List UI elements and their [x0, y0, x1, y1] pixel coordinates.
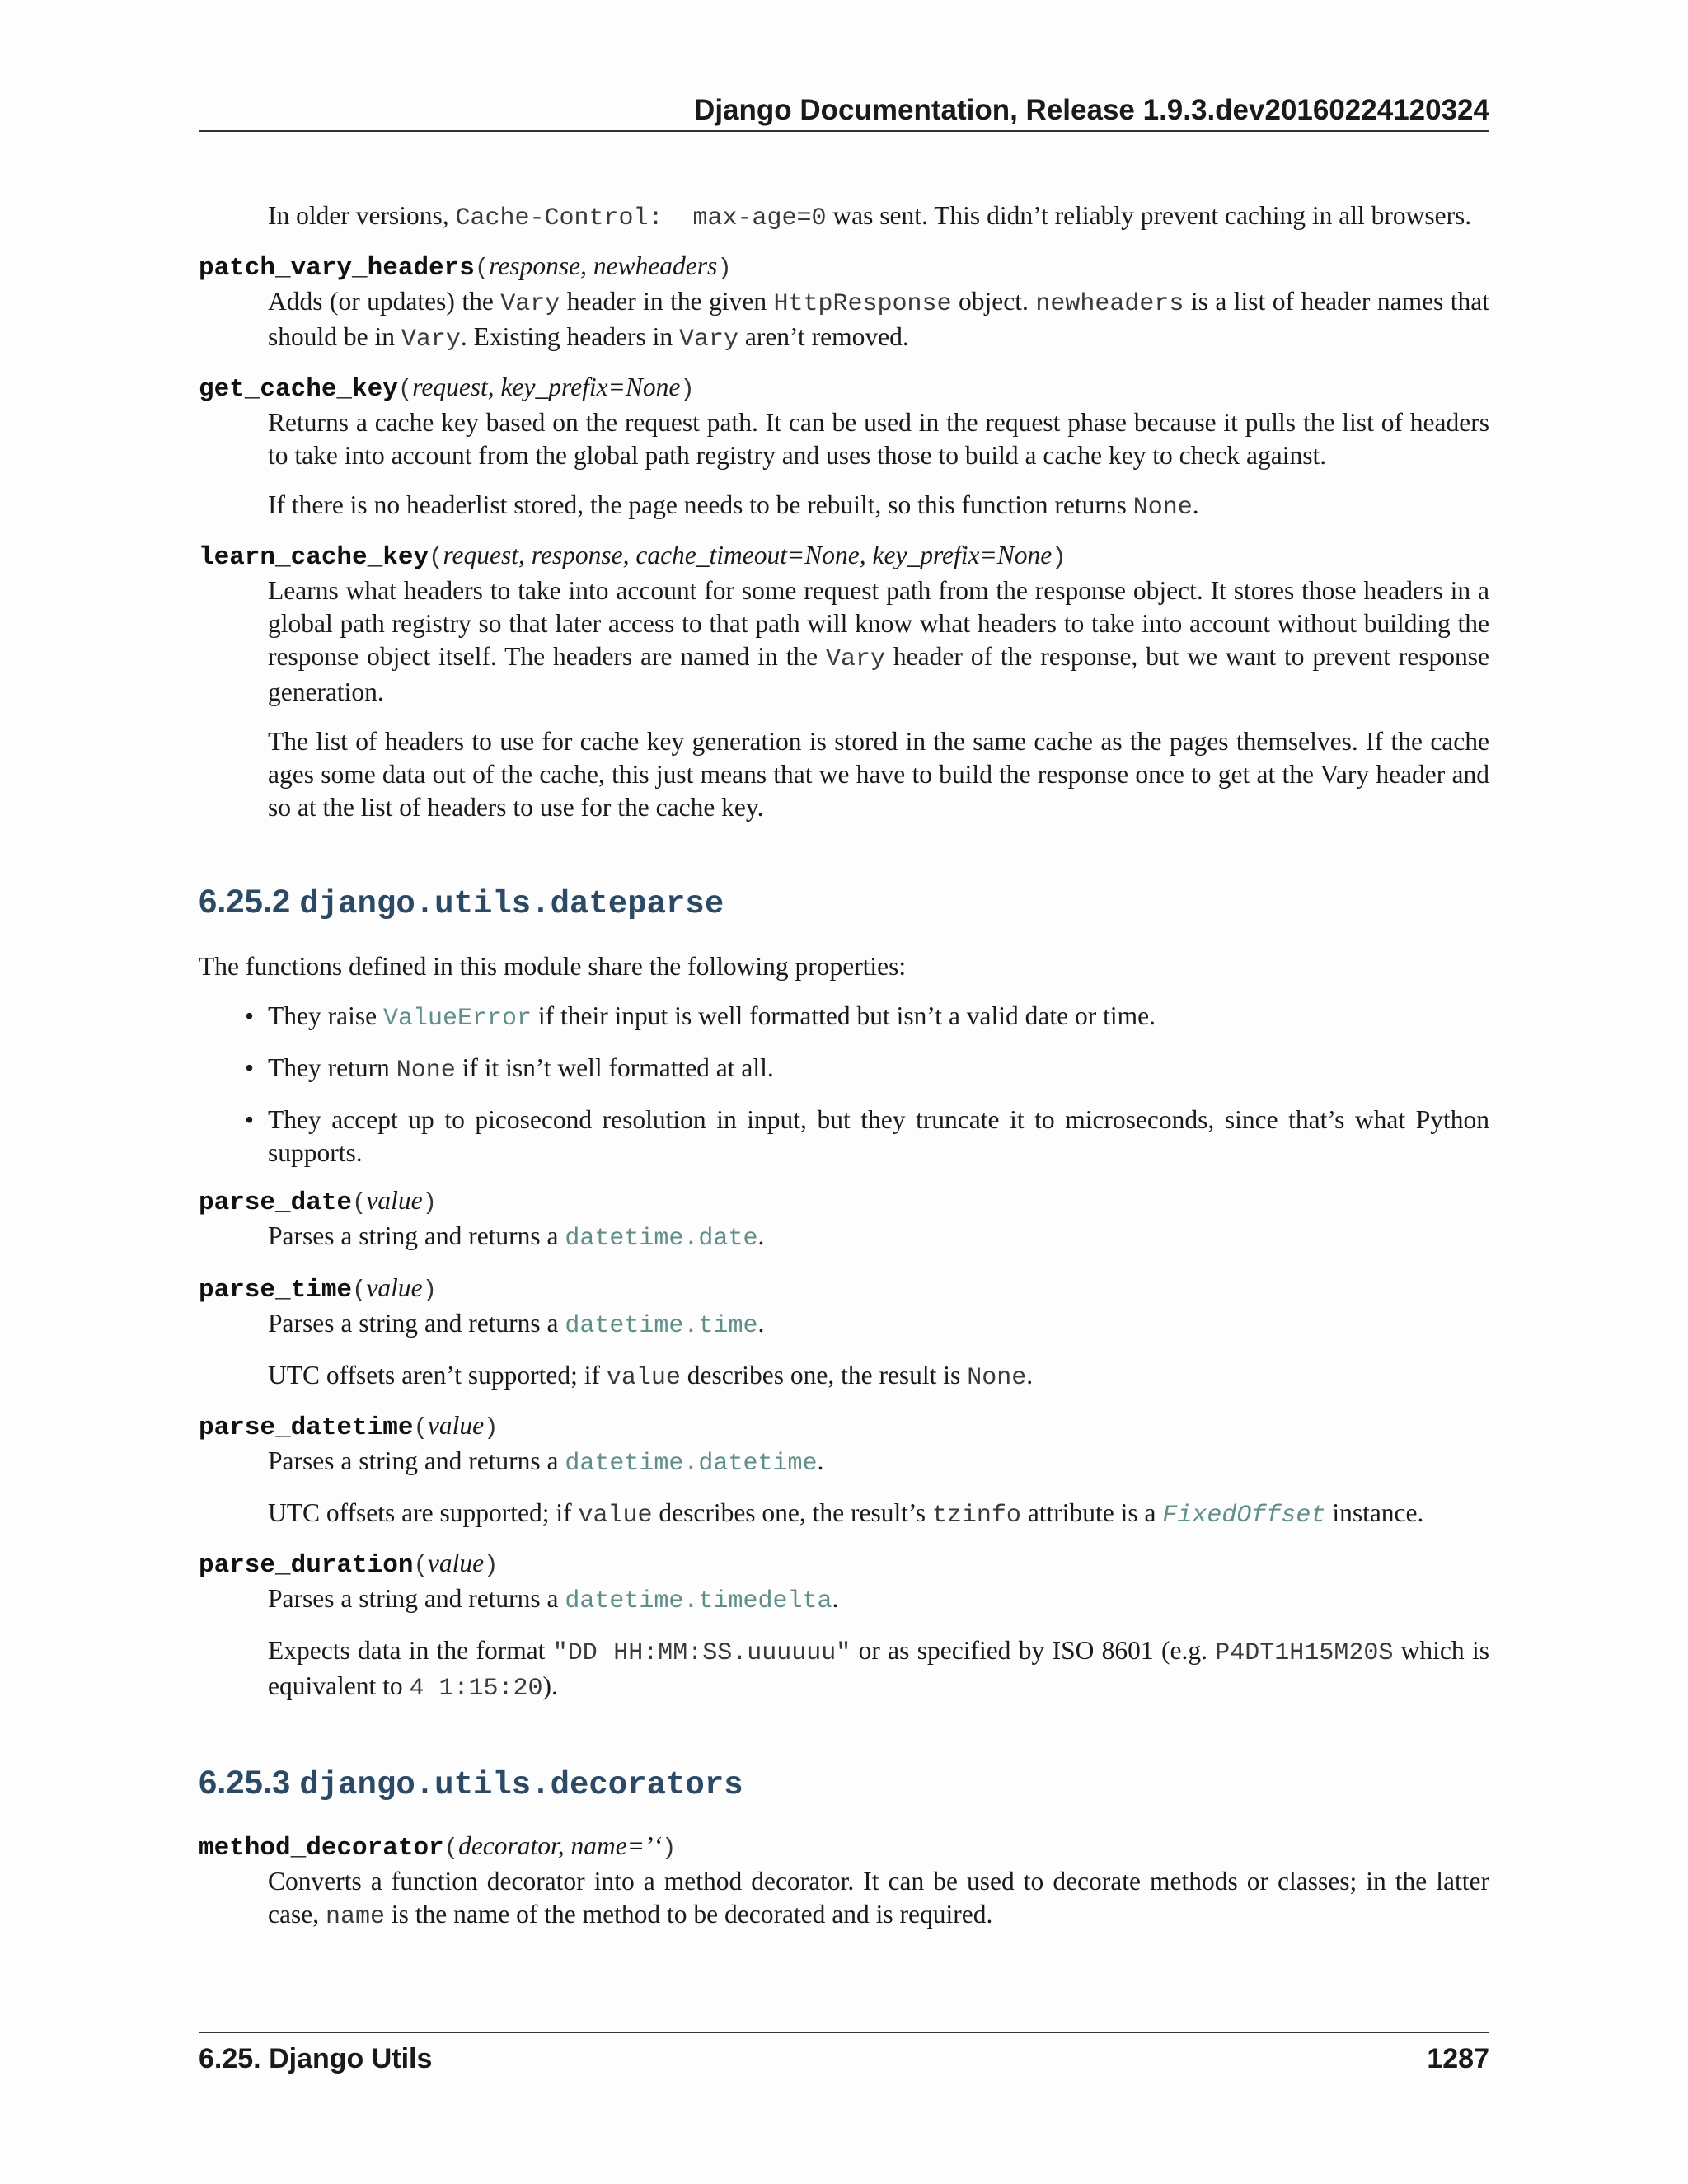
text: if their input is well formatted but isn’t a valid date or time.	[531, 1001, 1156, 1030]
function-name: patch_vary_headers	[199, 254, 475, 283]
text: They return	[268, 1053, 396, 1082]
text: .	[757, 1221, 765, 1250]
text: is a list of header names that should be in	[268, 287, 1490, 351]
bullet: •	[245, 1105, 255, 1134]
text: .	[1026, 1361, 1034, 1390]
page-number: 1287	[1427, 2043, 1489, 2074]
code: HttpResponse	[773, 290, 952, 318]
function-name: get_cache_key	[199, 375, 398, 404]
code: newheaders	[1035, 290, 1184, 318]
function-description: Returns a cache key based on the request path. It can be used in the request phase because it pulls the list of headers to take into account from the global path registry and uses those to build a cache key to check against.	[268, 408, 1489, 470]
function-description	[268, 1220, 1489, 1255]
text: .	[817, 1446, 824, 1475]
function-signature-parse-duration: parse_duration(value)	[199, 1549, 499, 1580]
text: header of the response, but we want to prevent response generation.	[268, 642, 1489, 706]
function-name: parse_duration	[199, 1551, 414, 1580]
link-fixedoffset[interactable]: FixedOffset	[1162, 1502, 1326, 1530]
function-name: parse_time	[199, 1276, 353, 1305]
function-name: method_decorator	[199, 1834, 444, 1863]
text: . Existing headers in	[460, 322, 679, 351]
code: Vary	[826, 645, 886, 673]
text: object.	[951, 287, 1036, 316]
text: .	[757, 1309, 765, 1338]
text: .	[832, 1584, 839, 1613]
text: Parses a string and returns a	[268, 1446, 565, 1475]
function-args: response, newheaders	[489, 251, 718, 280]
function-description	[268, 1582, 1489, 1618]
link-valueerror[interactable]: ValueError	[382, 1005, 532, 1033]
text: header in the given	[560, 287, 774, 316]
text: Adds (or updates) the	[268, 287, 501, 316]
text: attribute is a	[1020, 1498, 1163, 1527]
text: In older versions,	[268, 201, 456, 230]
function-note	[268, 1634, 1489, 1705]
function-signature-parse-time: parse_time(value)	[199, 1273, 438, 1305]
function-args: request, key_prefix=None	[412, 373, 681, 401]
properties-list	[199, 1000, 1489, 1169]
running-header	[199, 91, 1489, 132]
text: Expects data in the format	[268, 1636, 553, 1665]
function-signature-get-cache-key: get_cache_key(request, key_prefix=None)	[199, 373, 695, 404]
text: UTC offsets are supported; if	[268, 1498, 579, 1527]
text: They raise	[268, 1001, 383, 1030]
function-args: value	[427, 1411, 485, 1440]
code: None	[967, 1364, 1027, 1392]
function-name: parse_datetime	[199, 1413, 414, 1442]
text: instance.	[1325, 1498, 1424, 1527]
section-number: 6.25.2	[199, 883, 291, 920]
list-item	[199, 1052, 1489, 1087]
text: or as specified by ISO 8601 (e.g.	[851, 1636, 1216, 1665]
text: Parses a string and returns a	[268, 1309, 565, 1338]
section-intro: The functions defined in this module share the following properties:	[199, 952, 907, 981]
code: value	[578, 1502, 653, 1530]
section-number: 6.25.3	[199, 1765, 291, 1801]
text: which is equivalent to	[268, 1636, 1489, 1700]
text: Learns what headers to take into account for some request path from the response object. It stores those headers in a global path registry so that later access to that path will know what headers to take into account without building the response object itself. The headers are named in the	[268, 576, 1489, 671]
function-signature-method-decorator: method_decorator(decorator, name=’‘)	[199, 1831, 677, 1863]
link-datetime-time[interactable]: datetime.time	[565, 1312, 758, 1340]
text: aren’t removed.	[738, 322, 909, 351]
function-description	[268, 574, 1489, 709]
list-item	[199, 1104, 1489, 1169]
text: describes one, the result is	[680, 1361, 968, 1390]
code: None	[1132, 494, 1193, 522]
code: None	[396, 1057, 456, 1085]
function-note: The list of headers to use for cache key generation is stored in the same cache as the pages themselves. If the cache ages some data out of the cache, this just means that we have to build the response once to get at the Vary header and so at the list of headers to use for the cache key.	[268, 727, 1489, 822]
code: "DD HH:MM:SS.uuuuuu"	[552, 1639, 851, 1667]
link-datetime-timedelta[interactable]: datetime.timedelta	[565, 1587, 832, 1615]
code: Vary	[678, 326, 738, 354]
intro-paragraph	[268, 199, 1489, 235]
code: 4 1:15:20	[409, 1675, 543, 1703]
text: .	[1192, 490, 1199, 519]
code: P4DT1H15M20S	[1215, 1639, 1394, 1667]
section-module-name: django.utils.dateparse	[299, 886, 724, 922]
code: value	[606, 1364, 681, 1392]
function-args: decorator, name=’‘	[458, 1831, 663, 1860]
function-signature-parse-date: parse_date(value)	[199, 1186, 438, 1217]
section-heading-decorators	[199, 1763, 1489, 1805]
function-args: value	[427, 1549, 485, 1577]
function-signature-learn-cache-key: learn_cache_key(request, response, cache_timeout=None, key_prefix=None)	[199, 541, 1067, 572]
text: describes one, the result’s	[652, 1498, 932, 1527]
text: UTC offsets aren’t supported; if	[268, 1361, 607, 1390]
code-cache-control: Cache-Control: max-age=0	[455, 204, 827, 232]
function-description	[268, 1865, 1489, 1933]
text: if it isn’t well formatted at all.	[455, 1053, 774, 1082]
function-description	[268, 285, 1489, 356]
bullet: •	[245, 1001, 255, 1030]
function-signature-parse-datetime: parse_datetime(value)	[199, 1411, 499, 1442]
link-datetime-datetime[interactable]: datetime.datetime	[565, 1450, 818, 1478]
text: They accept up to picosecond resolution in input, but they truncate it to microseconds, since that’s what Python supports.	[268, 1105, 1489, 1167]
text: If there is no headerlist stored, the page needs to be rebuilt, so this function returns	[268, 490, 1133, 519]
running-footer	[199, 2032, 1489, 2074]
function-note	[268, 489, 1489, 524]
list-item	[199, 1000, 1489, 1035]
text: Converts a function decorator into a method decorator. It can be used to decorate methods or classes; in the latter case,	[268, 1867, 1489, 1929]
code: Vary	[401, 326, 461, 354]
link-datetime-date[interactable]: datetime.date	[565, 1225, 758, 1253]
header-title: Django Documentation, Release 1.9.3.dev20160224120324	[694, 94, 1489, 126]
function-name: learn_cache_key	[199, 543, 429, 572]
section-heading-dateparse	[199, 882, 1489, 924]
function-signature-patch-vary-headers: patch_vary_headers(response, newheaders)	[199, 251, 732, 283]
function-note	[268, 1497, 1489, 1532]
function-description	[268, 1445, 1489, 1480]
code: name	[325, 1903, 385, 1931]
text: ).	[542, 1671, 558, 1700]
text: is the name of the method to be decorated and is required.	[384, 1900, 993, 1929]
function-args: value	[366, 1186, 423, 1215]
section-module-name: django.utils.decorators	[299, 1767, 743, 1803]
code: Vary	[500, 290, 560, 318]
text: Parses a string and returns a	[268, 1221, 565, 1250]
bullet: •	[245, 1053, 255, 1082]
text: was sent. This didn’t reliably prevent caching in all browsers.	[826, 201, 1472, 230]
function-args: request, response, cache_timeout=None, key_prefix=None	[443, 541, 1053, 569]
text: Parses a string and returns a	[268, 1584, 565, 1613]
function-description	[268, 1307, 1489, 1343]
code: tzinfo	[931, 1502, 1021, 1530]
page-content	[199, 198, 1489, 1933]
function-args: value	[366, 1273, 423, 1302]
footer-section: 6.25. Django Utils	[199, 2043, 433, 2074]
function-note	[268, 1359, 1489, 1394]
function-name: parse_date	[199, 1188, 353, 1217]
